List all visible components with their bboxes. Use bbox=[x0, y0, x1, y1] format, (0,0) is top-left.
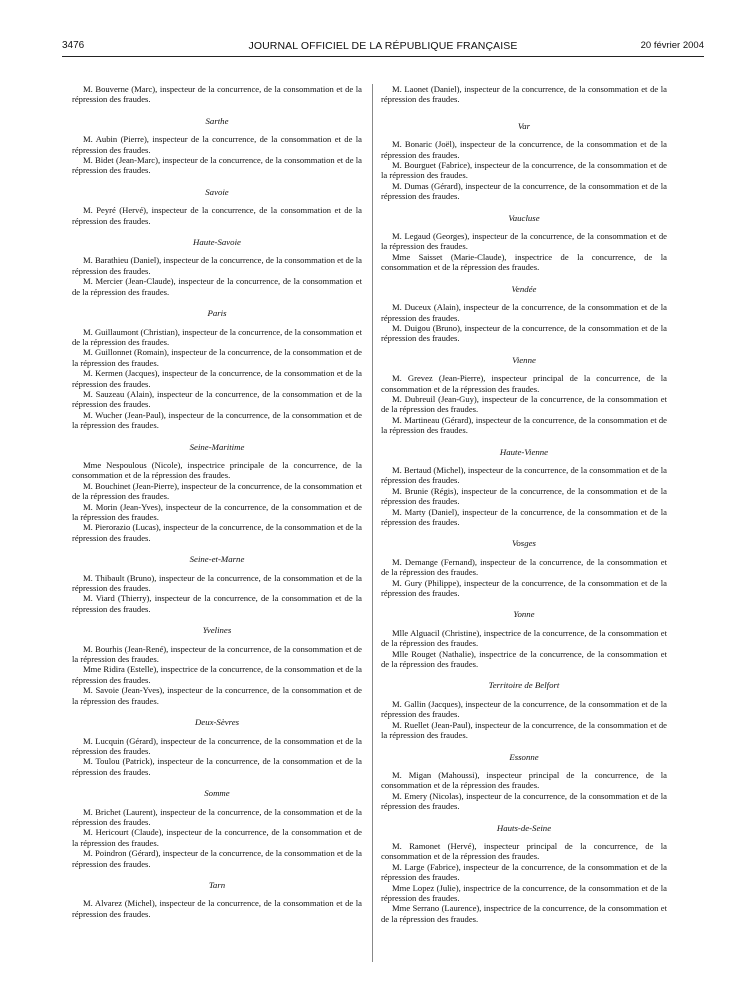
department-heading: Var bbox=[517, 120, 531, 131]
appointment-entry: M. Barathieu (Daniel), inspecteur de la concurrence, de la consommation et de la répression des fraudes. bbox=[72, 255, 362, 276]
department-section bbox=[72, 788, 362, 869]
appointment-entry: M. Thibault (Bruno), inspecteur de la concurrence, de la consommation et de la répression des fraudes. bbox=[72, 572, 362, 594]
appointment-entry: M. Hericourt (Claude), inspecteur de la concurrence, de la consommation et de la répression des fraudes. bbox=[72, 827, 362, 848]
page-number: 3476 bbox=[62, 40, 85, 51]
department-heading: Deux-Sèvres bbox=[194, 717, 240, 728]
appointment-entry: M. Alvarez (Michel), inspecteur de la concurrence, de la consommation et de la répression des fraudes. bbox=[72, 898, 362, 919]
department-section bbox=[72, 625, 362, 706]
journal-title: JOURNAL OFFICIEL DE LA RÉPUBLIQUE FRANÇAISE bbox=[248, 40, 518, 52]
appointment-entry: M. Bourhis (Jean-René), inspecteur de la concurrence, de la consommation et de la répression des fraudes. bbox=[72, 643, 362, 665]
appointment-entry: M. Brichet (Laurent), inspecteur de la concurrence, de la consommation et de la répression des fraudes. bbox=[72, 806, 362, 827]
column-divider bbox=[372, 84, 373, 962]
appointment-entry: M. Savoie (Jean-Yves), inspecteur de la concurrence, de la consommation et de la répression des fraudes. bbox=[72, 685, 362, 706]
appointment-entry: M. Bouchinet (Jean-Pierre), inspecteur de la concurrence, de la consommation et de la répression des fraudes. bbox=[72, 480, 362, 502]
department-section bbox=[381, 284, 667, 344]
appointment-entry: M. Poindron (Gérard), inspecteur de la concurrence, de la consommation et de la répression des fraudes. bbox=[72, 848, 362, 869]
appointment-entry: M. Demange (Fernand), inspecteur de la concurrence, de la consommation et de la répression des fraudes. bbox=[381, 556, 667, 578]
department-heading: Haute-Vienne bbox=[499, 446, 549, 457]
appointment-entry: M. Viard (Thierry), inspecteur de la concurrence, de la consommation et de la répression des fraudes. bbox=[72, 593, 362, 614]
appointment-entry: M. Bidet (Jean-Marc), inspecteur de la concurrence, de la consommation et de la répression des fraudes. bbox=[72, 155, 362, 176]
department-section bbox=[72, 237, 362, 297]
department-heading: Vosges bbox=[512, 538, 536, 549]
department-section bbox=[381, 609, 667, 669]
appointment-entry: M. Martineau (Gérard), inspecteur de la concurrence, de la consommation et de la répression des fraudes. bbox=[381, 414, 667, 436]
appointment-entry: M. Peyré (Hervé), inspecteur de la concurrence, de la consommation et de la répression des fraudes. bbox=[72, 205, 362, 226]
appointment-entry: M. Bonaric (Joël), inspecteur de la concurrence, de la consommation et de la répression des fraudes. bbox=[381, 139, 667, 160]
department-heading: Essonne bbox=[509, 751, 539, 762]
appointment-entry: Mme Saisset (Marie-Claude), inspectrice de la concurrence, de la consommation et de la répression des fraudes. bbox=[381, 251, 667, 273]
appointment-entry: Mlle Rouget (Nathalie), inspectrice de la concurrence, de la consommation et de la répression des fraudes. bbox=[381, 648, 667, 670]
appointment-entry: M. Ramonet (Hervé), inspecteur principal de la concurrence, de la consommation et de la répression des fraudes. bbox=[381, 840, 667, 862]
appointment-entry: M. Brunie (Régis), inspecteur de la concurrence, de la consommation et de la répression des fraudes. bbox=[381, 485, 667, 507]
department-section bbox=[381, 355, 667, 436]
appointment-entry: M. Aubin (Pierre), inspecteur de la concurrence, de la consommation et de la répression des fraudes. bbox=[72, 134, 362, 155]
appointment-entry: M. Duceux (Alain), inspecteur de la concurrence, de la consommation et de la répression des fraudes. bbox=[381, 302, 667, 323]
department-heading: Territoire de Belfort bbox=[488, 680, 560, 691]
appointment-entry: M. Lucquin (Gérard), inspecteur de la concurrence, de la consommation et de la répression des fraudes. bbox=[72, 735, 362, 756]
appointment-entry: M. Emery (Nicolas), inspecteur de la concurrence, de la consommation et de la répression des fraudes. bbox=[381, 790, 667, 812]
appointment-entry: M. Legaud (Georges), inspecteur de la concurrence, de la consommation et de la répression des fraudes. bbox=[381, 231, 667, 252]
appointment-entry: M. Bourguet (Fabrice), inspecteur de la concurrence, de la consommation et de la répression des fraudes. bbox=[381, 160, 667, 181]
department-section bbox=[72, 187, 362, 226]
department-heading: Haute-Savoie bbox=[193, 237, 241, 248]
appointment-entry: M. Duigou (Bruno), inspecteur de la concurrence, de la consommation et de la répression des fraudes. bbox=[381, 322, 667, 344]
appointment-entry: M. Dumas (Gérard), inspecteur de la concurrence, de la consommation et de la répression des fraudes. bbox=[381, 180, 667, 202]
appointment-entry: M. Ruellet (Jean-Paul), inspecteur de la concurrence, de la consommation et de la répression des fraudes. bbox=[381, 719, 667, 741]
appointment-entry: M. Morin (Jean-Yves), inspecteur de la concurrence, de la consommation et de la répression des fraudes. bbox=[72, 501, 362, 522]
appointment-entry: M. Bouverne (Marc), inspecteur de la concurrence, de la consommation et de la répression des fraudes. bbox=[72, 84, 362, 105]
department-heading: Vienne bbox=[512, 354, 536, 365]
department-heading: Vendée bbox=[511, 283, 537, 294]
department-heading: Sarthe bbox=[205, 115, 229, 126]
appointment-entry: Mme Ridira (Estelle), inspectrice de la concurrence, de la consommation et de la répression des fraudes. bbox=[72, 664, 362, 685]
right-column bbox=[381, 84, 667, 924]
appointment-entry: M. Large (Fabrice), inspecteur de la concurrence, de la consommation et de la répression des fraudes. bbox=[381, 861, 667, 883]
department-heading: Somme bbox=[204, 788, 230, 799]
department-section bbox=[72, 116, 362, 176]
department-heading: Yvelines bbox=[202, 625, 232, 636]
appointment-entry: M. Gury (Philippe), inspecteur de la concurrence, de la consommation et de la répression des fraudes. bbox=[381, 577, 667, 599]
department-section bbox=[381, 823, 667, 925]
department-section bbox=[72, 880, 362, 919]
appointment-entry: Mlle Alguacil (Christine), inspectrice de la concurrence, de la consommation et de la répression des fraudes. bbox=[381, 627, 667, 649]
header-rule bbox=[62, 56, 704, 57]
appointment-entry: M. Sauzeau (Alain), inspecteur de la concurrence, de la consommation et de la répression des fraudes. bbox=[72, 388, 362, 410]
appointment-entry: Mme Serrano (Laurence), inspectrice de la concurrence, de la consommation et de la répression des fraudes. bbox=[381, 903, 667, 924]
department-section bbox=[72, 442, 362, 544]
appointment-entry: M. Bertaud (Michel), inspecteur de la concurrence, de la consommation et de la répression des fraudes. bbox=[381, 464, 667, 486]
department-section bbox=[381, 680, 667, 740]
department-heading: Savoie bbox=[205, 186, 229, 197]
department-section bbox=[381, 213, 667, 273]
department-section bbox=[381, 447, 667, 528]
appointment-entry: M. Laonet (Daniel), inspecteur de la concurrence, de la consommation et de la répression des fraudes. bbox=[381, 84, 667, 105]
department-section bbox=[72, 554, 362, 614]
department-section bbox=[381, 752, 667, 812]
left-column bbox=[72, 84, 362, 919]
appointment-entry: M. Gallin (Jacques), inspecteur de la concurrence, de la consommation et de la répression des fraudes. bbox=[381, 698, 667, 720]
appointment-entry: M. Mercier (Jean-Claude), inspecteur de la concurrence, de la consommation et de la répression des fraudes. bbox=[72, 276, 362, 297]
appointment-entry: M. Guillaumont (Christian), inspecteur de la concurrence, de la consommation et de la répression des fraudes. bbox=[72, 326, 362, 347]
department-heading: Vaucluse bbox=[508, 212, 540, 223]
page-header bbox=[62, 40, 704, 56]
appointment-entry: M. Kermen (Jacques), inspecteur de la concurrence, de la consommation et de la répression des fraudes. bbox=[72, 368, 362, 389]
appointment-entry: M. Wucher (Jean-Paul), inspecteur de la concurrence, de la consommation et de la répression des fraudes. bbox=[72, 409, 362, 431]
appointment-entry: M. Toulou (Patrick), inspecteur de la concurrence, de la consommation et de la répression des fraudes. bbox=[72, 756, 362, 777]
department-heading: Hauts-de-Seine bbox=[496, 822, 552, 833]
department-heading: Seine-Maritime bbox=[189, 441, 245, 452]
appointment-entry: M. Pierorazio (Lucas), inspecteur de la concurrence, de la consommation et de la répression des fraudes. bbox=[72, 522, 362, 543]
appointment-entry: Mme Lopez (Julie), inspectrice de la concurrence, de la consommation et de la répression des fraudes. bbox=[381, 882, 667, 903]
issue-date: 20 février 2004 bbox=[640, 40, 704, 51]
department-section bbox=[381, 538, 667, 598]
department-heading: Yonne bbox=[513, 609, 535, 620]
department-section bbox=[72, 717, 362, 777]
department-section bbox=[381, 121, 667, 202]
department-heading: Seine-et-Marne bbox=[189, 554, 245, 565]
department-section bbox=[72, 308, 362, 430]
appointment-entry: M. Guillonnet (Romain), inspecteur de la concurrence, de la consommation et de la répression des fraudes. bbox=[72, 347, 362, 368]
department-heading: Tarn bbox=[208, 879, 226, 890]
appointment-entry: M. Marty (Daniel), inspecteur de la concurrence, de la consommation et de la répression des fraudes. bbox=[381, 506, 667, 527]
appointment-entry: Mme Nespoulous (Nicole), inspectrice principale de la concurrence, de la consommation et de la répression des fraudes. bbox=[72, 459, 362, 481]
department-heading: Paris bbox=[207, 308, 227, 319]
appointment-entry: M. Dubreuil (Jean-Guy), inspecteur de la concurrence, de la consommation et de la répression des fraudes. bbox=[381, 393, 667, 415]
appointment-entry: M. Migan (Mahoussi), inspecteur principal de la concurrence, de la consommation et de la répression des fraudes. bbox=[381, 769, 667, 791]
appointment-entry: M. Grevez (Jean-Pierre), inspecteur principal de la concurrence, de la consommation et de la répression des fraudes. bbox=[381, 373, 667, 394]
